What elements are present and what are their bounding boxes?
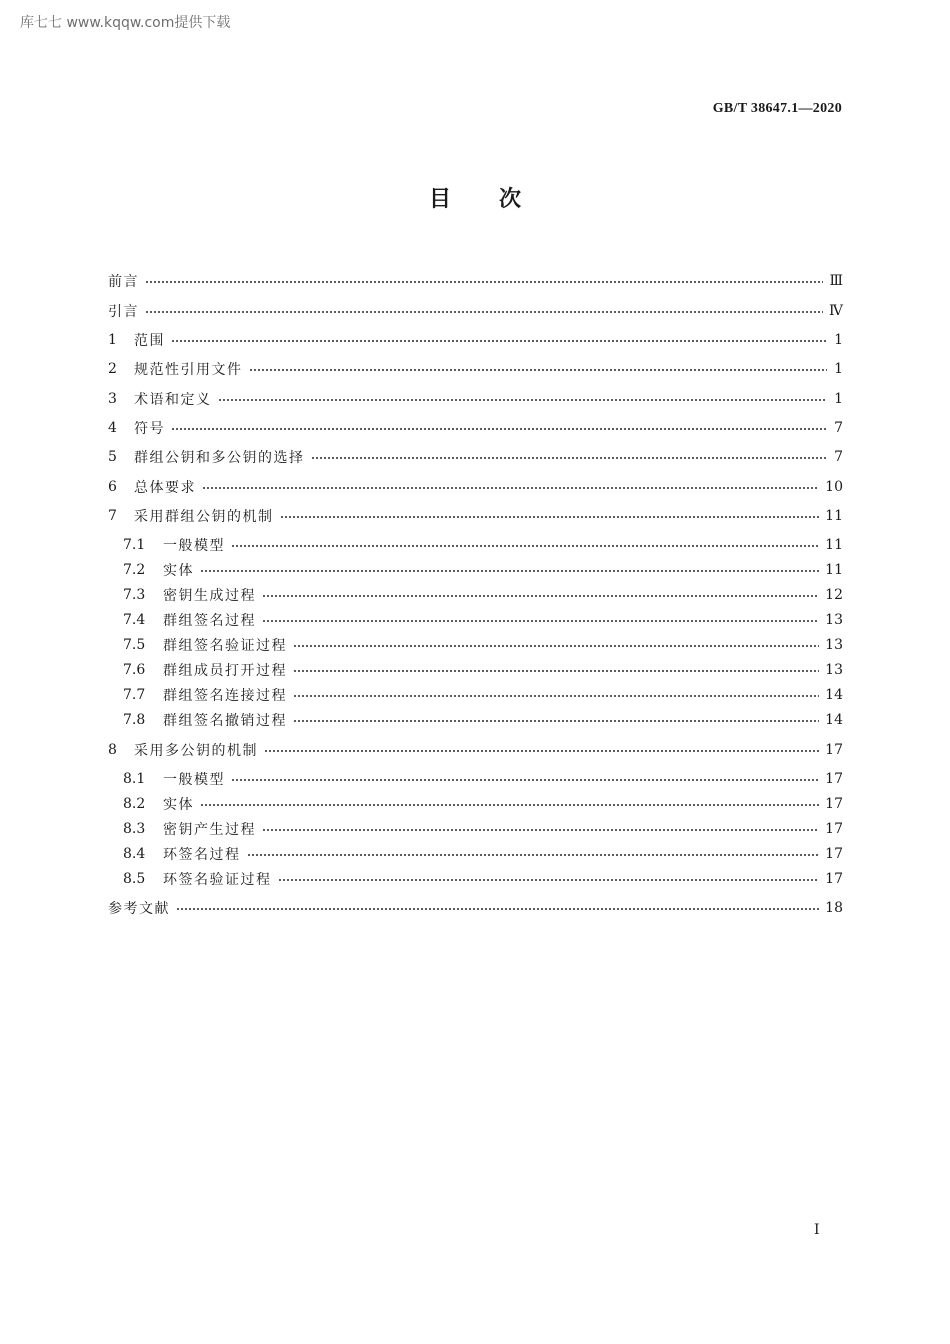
toc-entry-title: 群组签名连接过程 [163,688,287,704]
toc-entry[interactable] [108,868,843,890]
dot-leader [249,369,828,371]
dot-leader [293,670,819,672]
toc-entry-title: 一般模型 [163,538,225,554]
dot-leader [200,570,819,572]
toc-entry[interactable] [108,584,843,606]
toc-entry-title: 符号 [134,421,165,437]
toc-entry[interactable] [108,843,843,865]
toc-entry-title: 群组签名验证过程 [163,638,287,654]
toc-entry[interactable] [108,476,843,498]
dot-leader [171,340,827,342]
toc-entry[interactable] [108,270,843,292]
toc-entry-page: 17 [825,871,843,887]
toc-entry-number: 7.1 [123,537,146,553]
toc-entry-page: 17 [825,821,843,837]
toc-entry-number: 6 [108,479,117,495]
toc-entry-number: 8.3 [123,821,146,837]
toc-entry-page: 7 [834,449,843,465]
toc-entry-title: 采用群组公钥的机制 [134,509,274,525]
toc-entry-title: 实体 [163,797,194,813]
toc-entry-title: 密钥产生过程 [163,822,256,838]
toc-entry-page: 1 [834,332,843,348]
toc-entry-title: 参考文献 [108,901,170,917]
toc-entry[interactable] [108,739,843,761]
dot-leader [264,750,819,752]
dot-leader [293,695,819,697]
toc-entry-title: 群组公钥和多公钥的选择 [134,450,305,466]
dot-leader [280,516,820,518]
toc-entry-number: 5 [108,449,117,465]
toc-entry-page: 13 [825,637,843,653]
toc-entry[interactable] [108,768,843,790]
toc-entry[interactable] [108,634,843,656]
toc-entry-number: 7.2 [123,562,146,578]
toc-entry[interactable] [108,388,843,410]
toc-entry-number: 4 [108,420,117,436]
toc-entry-number: 8.1 [123,771,146,787]
toc-entry[interactable] [108,684,843,706]
toc-entry-page: 17 [825,796,843,812]
dot-leader [145,311,823,313]
toc-entry-page: 11 [825,562,843,578]
toc-entry-page: Ⅳ [829,303,843,319]
toc-entry-page: 11 [825,508,843,524]
dot-leader [247,854,820,856]
toc-entry-title: 环签名过程 [163,847,241,863]
toc-entry-page: 17 [825,771,843,787]
toc-entry[interactable] [108,417,843,439]
toc-title: 目次 [428,187,569,212]
toc-entry[interactable] [108,329,843,351]
toc-entry-number: 8.5 [123,871,146,887]
toc-entry-page: 18 [825,900,843,916]
toc-entry[interactable] [108,793,843,815]
toc-entry-title: 总体要求 [134,480,196,496]
toc-entry-page: 17 [825,846,843,862]
toc-entry[interactable] [108,358,843,380]
toc-entry-title: 群组签名撤销过程 [163,713,287,729]
toc-entry-page: 12 [825,587,843,603]
toc-entry[interactable] [108,505,843,527]
toc-entry-title: 采用多公钥的机制 [134,743,258,759]
toc-entry-page: 10 [825,479,843,495]
toc-entry-number: 2 [108,361,117,377]
dot-leader [293,645,819,647]
dot-leader [200,804,819,806]
dot-leader [262,595,819,597]
toc-entry-page: Ⅲ [829,273,843,289]
toc-entry-page: 14 [825,712,843,728]
dot-leader [218,399,828,401]
dot-leader [171,428,827,430]
page-number: I [814,1222,820,1238]
dot-leader [278,879,820,881]
toc-entry[interactable] [108,300,843,322]
toc-entry-page: 13 [825,612,843,628]
toc-entry[interactable] [108,709,843,731]
dot-leader [176,908,819,910]
toc-entry-title: 密钥生成过程 [163,588,256,604]
toc-entry-number: 1 [108,332,117,348]
toc-entry-page: 14 [825,687,843,703]
dot-leader [231,545,819,547]
toc-entry-title: 环签名验证过程 [163,872,272,888]
dot-leader [293,720,819,722]
toc-entry-number: 7.6 [123,662,146,678]
toc-entry-number: 7.8 [123,712,146,728]
toc-entry[interactable] [108,609,843,631]
toc-entry-title: 前言 [108,274,139,290]
toc-entry-number: 7.5 [123,637,146,653]
toc-entry-title: 一般模型 [163,772,225,788]
dot-leader [202,487,819,489]
toc-entry-title: 群组签名过程 [163,613,256,629]
toc-entry-title: 引言 [108,304,139,320]
toc-entry-number: 3 [108,391,117,407]
toc-entry[interactable] [108,659,843,681]
toc-entry[interactable] [108,818,843,840]
toc-entry-number: 8.2 [123,796,146,812]
toc-entry-page: 13 [825,662,843,678]
toc-entry-number: 8.4 [123,846,146,862]
toc-entry[interactable] [108,534,843,556]
toc-entry-title: 群组成员打开过程 [163,663,287,679]
toc-entry-number: 7 [108,508,117,524]
toc-entry[interactable] [108,559,843,581]
toc-entry-title: 实体 [163,563,194,579]
toc-entry-page: 7 [834,420,843,436]
toc-entry-number: 8 [108,742,117,758]
watermark-text: 库七七 www.kqqw.com提供下载 [20,15,231,31]
dot-leader [262,620,819,622]
toc-entry[interactable] [108,446,843,468]
dot-leader [262,829,819,831]
toc-entry-page: 11 [825,537,843,553]
toc-entry-page: 1 [834,391,843,407]
toc-entry-title: 规范性引用文件 [134,362,243,378]
dot-leader [145,281,823,283]
toc-entry-number: 7.7 [123,687,146,703]
toc-entry-page: 17 [825,742,843,758]
toc-entry-title: 范围 [134,333,165,349]
standard-code: GB/T 38647.1—2020 [712,101,842,116]
dot-leader [311,457,828,459]
toc-entry[interactable] [108,897,843,919]
dot-leader [231,779,819,781]
toc-entry-page: 1 [834,361,843,377]
toc-entry-title: 术语和定义 [134,392,212,408]
toc-entry-number: 7.3 [123,587,146,603]
toc-entry-number: 7.4 [123,612,146,628]
